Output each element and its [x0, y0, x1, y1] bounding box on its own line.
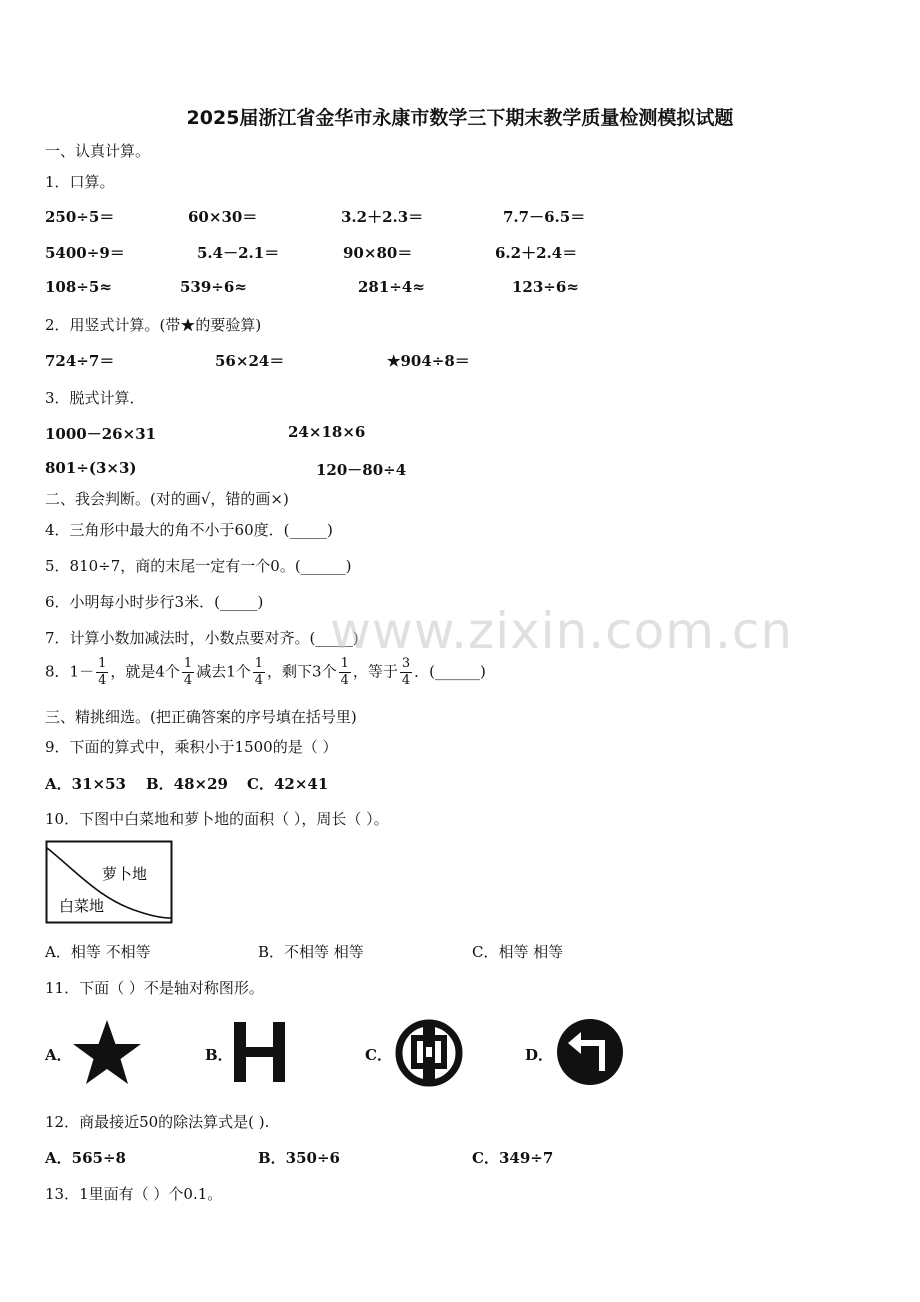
section-heading-3: 三、精挑细选。(把正确答案的序号填在括号里)	[45, 708, 357, 726]
question-4: 4．三角形中最大的角不小于60度．(_____)	[45, 521, 333, 539]
star-icon	[70, 1018, 144, 1088]
oral-calc-item: 539÷6≈	[180, 278, 247, 296]
question-9: 9．下面的算式中，乘积小于1500的是（ ）	[45, 738, 338, 756]
fraction: $\frac{1}{4}$	[340, 656, 349, 688]
option-a: A．565÷8	[45, 1149, 126, 1167]
option-a-label: A．	[45, 1046, 72, 1064]
vertical-calc-item: 724÷7＝	[45, 352, 115, 370]
option-d-label: D．	[525, 1046, 554, 1064]
oral-calc-item: 108÷5≈	[45, 278, 112, 296]
stepwise-calc-item: 24×18×6	[288, 423, 366, 441]
fraction: $\frac{1}{4}$	[254, 656, 264, 688]
question-2-label: 2．用竖式计算。(带★的要验算)	[45, 316, 262, 334]
question-12: 12．商最接近50的除法算式是( ).	[45, 1113, 270, 1131]
fraction: $\frac{1}{4}$	[183, 656, 193, 688]
question-5: 5．810÷7，商的末尾一定有一个0。(______)	[45, 557, 352, 575]
field-diagram	[45, 840, 175, 926]
watermark: www.zixin.com.cn	[330, 602, 794, 660]
vertical-calc-item: ★904÷8＝	[387, 352, 470, 370]
oral-calc-item: 7.7－6.5＝	[503, 208, 586, 226]
option-b: B．不相等 相等	[258, 943, 364, 961]
stepwise-calc-item: 120－80÷4	[316, 461, 407, 479]
oral-calc-item: 250÷5＝	[45, 208, 115, 226]
question-8-text: ．(______)	[414, 662, 486, 681]
stepwise-calc-item: 801÷(3×3)	[45, 459, 137, 477]
section-heading-2: 二、我会判断。(对的画√，错的画×)	[45, 490, 289, 508]
option-c: C．相等 相等	[472, 943, 564, 961]
radish-field-label: 萝卜地	[102, 865, 148, 883]
letter-h-icon	[233, 1021, 287, 1083]
option-b: B．350÷6	[258, 1149, 340, 1167]
oral-calc-item: 6.2＋2.4＝	[495, 244, 578, 262]
oral-calc-item: 123÷6≈	[512, 278, 579, 296]
option-c: C．42×41	[247, 775, 329, 793]
question-8	[45, 656, 486, 689]
question-3-label: 3．脱式计算．	[45, 389, 145, 407]
section-heading-1: 一、认真计算。	[45, 142, 151, 160]
option-a: A．相等 不相等	[45, 943, 151, 961]
option-b: B．48×29	[146, 775, 228, 793]
page-title: 2025届浙江省金华市永康市数学三下期末教学质量检测模拟试题	[186, 107, 734, 129]
question-6: 6．小明每小时步行3米．(_____)	[45, 593, 264, 611]
oral-calc-item: 60×30＝	[188, 208, 258, 226]
cabbage-field-label: 白菜地	[59, 897, 105, 915]
bank-logo-icon	[394, 1018, 464, 1088]
question-7: 7．计算小数加减法时，小数点要对齐。(_____)	[45, 629, 359, 647]
question-8-text: ，就是4个	[110, 662, 180, 681]
oral-calc-item: 281÷4≈	[358, 278, 425, 296]
fraction: $\frac{3}{4}$	[401, 656, 411, 688]
question-13: 13．1里面有（ ）个0.1。	[45, 1185, 223, 1203]
stepwise-calc-item: 1000－26×31	[45, 425, 157, 443]
oral-calc-item: 3.2＋2.3＝	[341, 208, 424, 226]
oral-calc-item: 90×80＝	[343, 244, 413, 262]
question-8-prefix: 8．1－	[45, 662, 95, 681]
oral-calc-item: 5.4－2.1＝	[197, 244, 280, 262]
fraction: $\frac{1}{4}$	[98, 656, 107, 688]
option-c: C．349÷7	[472, 1149, 554, 1167]
question-11: 11．下面（ ）不是轴对称图形。	[45, 979, 264, 997]
question-8-text: ，等于	[352, 662, 398, 681]
question-1-label: 1．口算。	[45, 173, 115, 191]
question-10: 10．下图中白菜地和萝卜地的面积（ ），周长（ ）。	[45, 810, 389, 828]
oral-calc-item: 5400÷9＝	[45, 244, 125, 262]
question-8-text: ，剩下3个	[267, 662, 337, 681]
left-turn-sign-icon	[555, 1017, 625, 1087]
option-a: A．31×53	[45, 775, 126, 793]
question-8-text: 减去1个	[196, 662, 251, 681]
option-b-label: B．	[205, 1046, 233, 1064]
option-c-label: C．	[365, 1046, 392, 1064]
vertical-calc-item: 56×24＝	[215, 352, 285, 370]
